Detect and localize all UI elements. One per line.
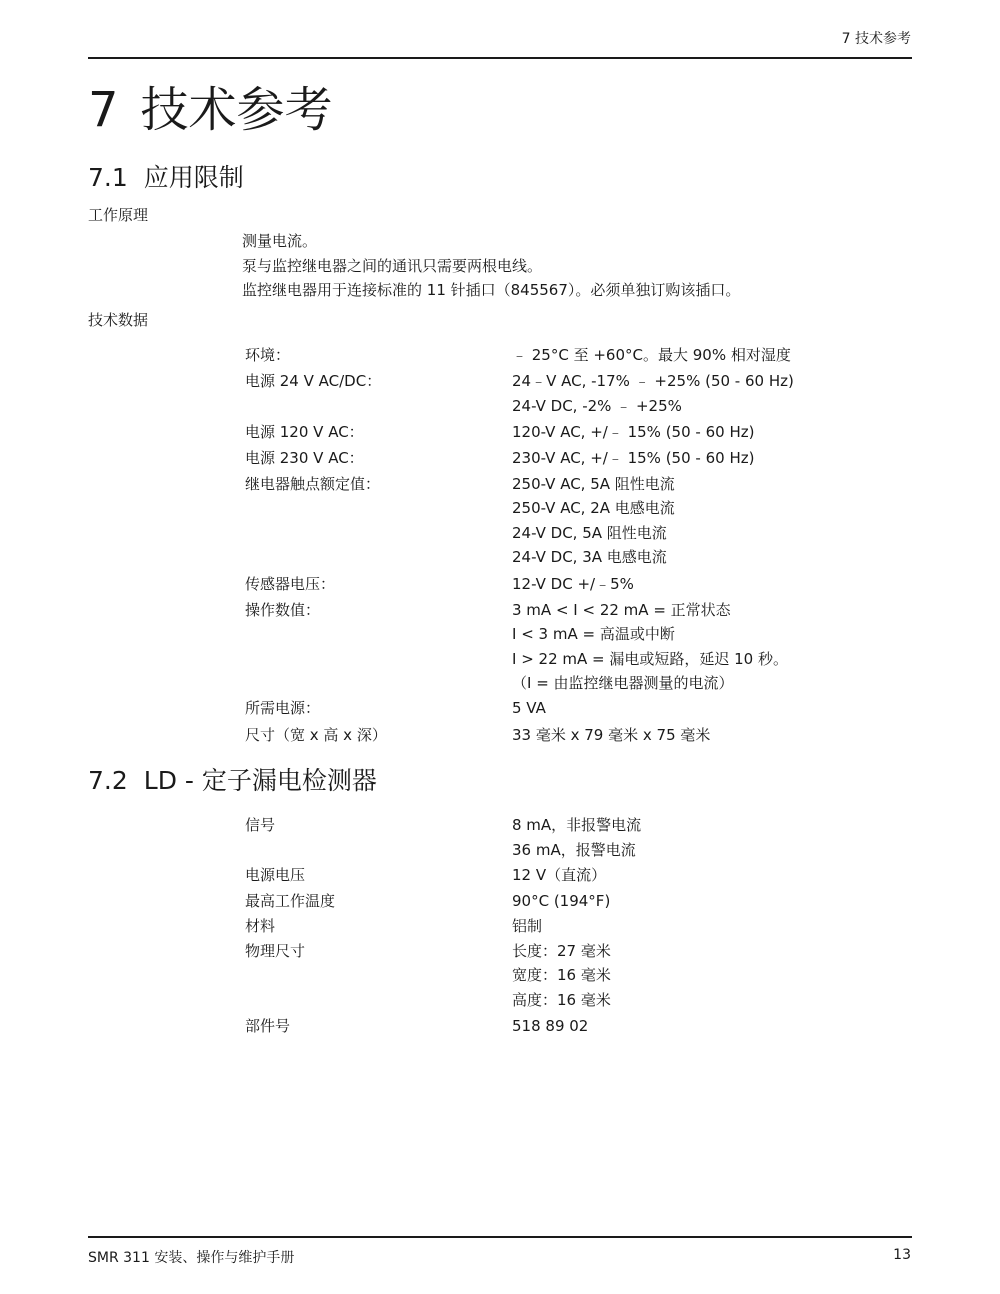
chapter-title xyxy=(88,80,333,140)
spec-value: 24-V DC, 3A 电感电流 xyxy=(512,548,667,566)
section-title-text: LD - 定子漏电检测器 xyxy=(143,766,377,795)
chapter-title-text: 技术参考 xyxy=(140,82,333,138)
spec-label-max-temp: 最高工作温度 xyxy=(245,892,336,910)
spec-value: I > 22 mA = 漏电或短路，延迟 10 秒。 xyxy=(512,650,788,668)
spec-value: 250-V AC, 2A 电感电流 xyxy=(512,499,675,517)
spec-label-supply-voltage: 电源电压 xyxy=(245,866,306,884)
spec-label-part-number: 部件号 xyxy=(245,1017,291,1035)
spec-label-environment: 环境： xyxy=(245,346,291,364)
spec-value: 12 V（直流） xyxy=(512,866,607,884)
spec-label-relay-rating: 继电器触点额定值： xyxy=(245,475,381,493)
spec-label-physical-size: 物理尺寸 xyxy=(245,942,306,960)
spec-value: 3 mA < I < 22 mA = 正常状态 xyxy=(512,601,731,619)
spec-value: ﹣ 25°C 至 +60°C。最大 90% 相对湿度 xyxy=(512,346,791,364)
spec-value: （I = 由监控继电器测量的电流） xyxy=(512,674,734,692)
spec-value: 518 89 02 xyxy=(512,1017,589,1035)
spec-value: 250-V AC, 5A 阻性电流 xyxy=(512,475,675,493)
spec-label-power-230v: 电源 230 V AC： xyxy=(245,449,364,467)
spec-value: I < 3 mA = 高温或中断 xyxy=(512,625,675,643)
tech-data-label: 技术数据 xyxy=(88,311,149,329)
spec-label-power-120v: 电源 120 V AC： xyxy=(245,423,364,441)
spec-label-power-24v: 电源 24 V AC/DC： xyxy=(245,372,382,390)
principle-line: 泵与监控继电器之间的通讯只需要两根电线。 xyxy=(242,257,543,275)
header-rule xyxy=(88,57,912,59)
spec-value: 24﹣V AC, -17% ﹣ +25% (50 - 60 Hz) xyxy=(512,372,794,390)
spec-value: 230-V AC, +/﹣ 15% (50 - 60 Hz) xyxy=(512,449,755,467)
section-number: 7.1 xyxy=(88,163,128,192)
spec-value: 90°C (194°F) xyxy=(512,892,611,910)
spec-value: 24-V DC, 5A 阻性电流 xyxy=(512,524,667,542)
spec-value: 8 mA，非报警电流 xyxy=(512,816,642,834)
spec-value: 5 VA xyxy=(512,699,546,717)
spec-value: 铝制 xyxy=(512,917,543,935)
spec-value: 12-V DC +/﹣5% xyxy=(512,575,634,593)
spec-value: 24-V DC, -2% ﹣ +25% xyxy=(512,397,682,415)
spec-value: 高度：16 毫米 xyxy=(512,991,611,1009)
spec-value: 宽度：16 毫米 xyxy=(512,966,611,984)
spec-label-signal: 信号 xyxy=(245,816,276,834)
spec-value: 36 mA，报警电流 xyxy=(512,841,636,859)
spec-label-required-power: 所需电源： xyxy=(245,699,321,717)
chapter-number: 7 xyxy=(88,82,119,138)
spec-label-sensor-voltage: 传感器电压： xyxy=(245,575,336,593)
running-header: 7 技术参考 xyxy=(841,31,911,47)
principle-line: 监控继电器用于连接标准的 11 针插口（845567）。必须单独订购该插口。 xyxy=(242,281,741,299)
spec-label-material: 材料 xyxy=(245,917,276,935)
spec-label-dimensions: 尺寸（宽 x 高 x 深） xyxy=(245,726,387,744)
spec-value: 33 毫米 x 79 毫米 x 75 毫米 xyxy=(512,726,711,744)
section-title-7-2 xyxy=(88,765,377,797)
footer-doc-title: SMR 311 安装、操作与维护手册 xyxy=(88,1250,295,1266)
spec-label-operating-values: 操作数值： xyxy=(245,601,321,619)
footer-rule xyxy=(88,1236,912,1238)
principle-line: 测量电流。 xyxy=(242,232,318,250)
page-number: 13 xyxy=(893,1247,911,1263)
spec-value: 120-V AC, +/﹣ 15% (50 - 60 Hz) xyxy=(512,423,755,441)
principle-label: 工作原理 xyxy=(88,206,149,224)
section-title-7-1 xyxy=(88,162,244,194)
spec-value: 长度：27 毫米 xyxy=(512,942,611,960)
section-title-text: 应用限制 xyxy=(143,163,244,192)
section-number: 7.2 xyxy=(88,766,128,795)
